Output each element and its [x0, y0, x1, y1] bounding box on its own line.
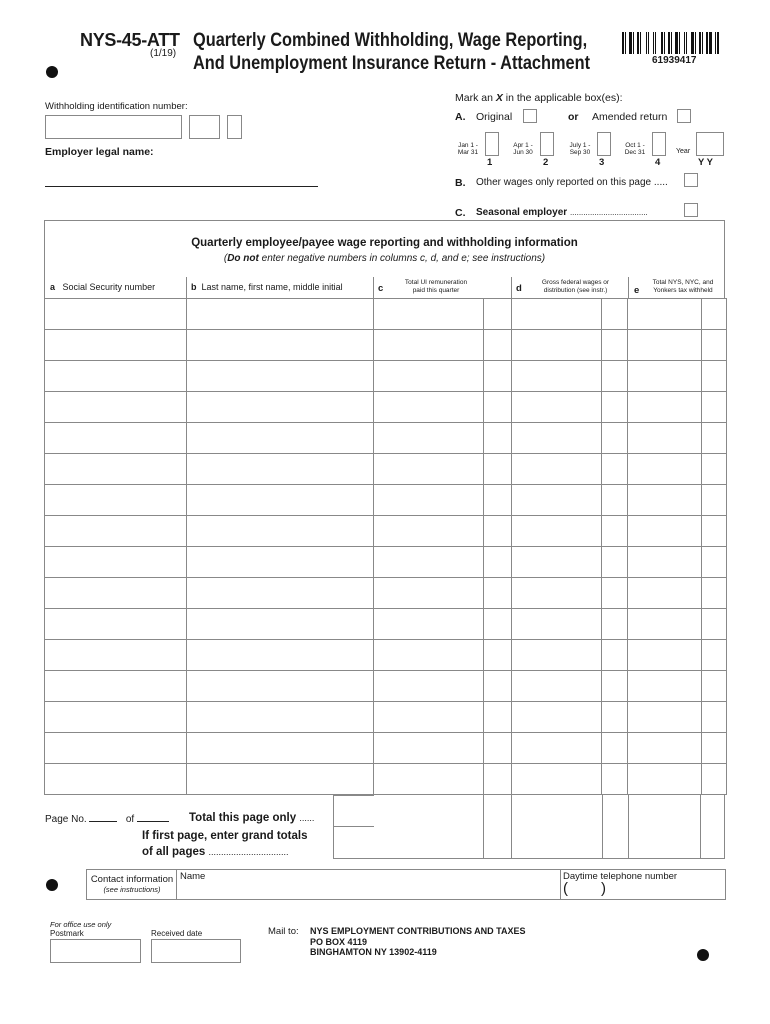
federal-wages-cell[interactable]	[512, 547, 602, 578]
total-page-tax-withheld[interactable]	[629, 795, 724, 827]
ui-remuneration-cents-cell[interactable]	[484, 423, 512, 454]
option-b-letter: B.	[455, 177, 466, 189]
ui-remuneration-cell[interactable]	[374, 640, 484, 671]
total-page-ui-remuneration[interactable]	[374, 795, 512, 827]
mail-to-label: Mail to:	[268, 926, 299, 937]
tax-withheld-cents-cell[interactable]	[702, 454, 727, 485]
ssn-cell[interactable]	[45, 361, 187, 392]
form-id: NYS-45-ATT	[80, 30, 180, 50]
federal-wages-cents-cell[interactable]	[602, 392, 628, 423]
postmark-label: Postmark	[50, 929, 84, 938]
column-c-header: Total UI remuneration paid this quarter	[404, 279, 468, 294]
federal-wages-cell[interactable]	[512, 640, 602, 671]
federal-wages-cell[interactable]	[512, 485, 602, 516]
tax-withheld-cents-cell[interactable]	[702, 361, 727, 392]
ssn-cell[interactable]	[45, 578, 187, 609]
name-cell[interactable]	[187, 671, 374, 702]
name-cell[interactable]	[187, 516, 374, 547]
grand-total-federal-wages[interactable]	[512, 827, 628, 858]
year-field[interactable]	[696, 132, 724, 156]
tax-withheld-cents-cell[interactable]	[702, 578, 727, 609]
grand-totals-label: If first page, enter grand totals	[142, 830, 308, 842]
tax-withheld-cents-cell[interactable]	[702, 299, 727, 330]
federal-wages-cell[interactable]	[512, 454, 602, 485]
contact-info-label: Contact information (see instructions)	[90, 874, 174, 894]
ui-remuneration-cell[interactable]	[374, 609, 484, 640]
federal-wages-cents-cell[interactable]	[602, 454, 628, 485]
wage-table-subtitle: (Do not enter negative numbers in columns c, d, and e; see instructions)	[223, 253, 546, 264]
table-row	[45, 547, 727, 578]
tax-withheld-cell[interactable]	[628, 609, 702, 640]
wage-table-title: Quarterly employee/payee wage reporting and withholding information	[191, 237, 578, 249]
ui-remuneration-cents-cell[interactable]	[484, 671, 512, 702]
other-wages-label: Other wages only reported on this page .....	[476, 177, 668, 188]
amended-return-checkbox[interactable]	[677, 109, 691, 123]
tax-withheld-cents-cell[interactable]	[702, 392, 727, 423]
tax-withheld-cents-cell[interactable]	[702, 671, 727, 702]
federal-wages-cents-cell[interactable]	[602, 671, 628, 702]
wage-table	[44, 298, 727, 795]
ui-remuneration-cell[interactable]	[374, 299, 484, 330]
federal-wages-cents-cell[interactable]	[602, 733, 628, 764]
quarter-4-number: 4	[655, 157, 661, 168]
name-cell[interactable]	[187, 733, 374, 764]
grand-total-ui-remuneration[interactable]	[374, 827, 512, 858]
received-date-label: Received date	[151, 929, 203, 938]
quarter-3-checkbox[interactable]	[597, 132, 611, 156]
tax-withheld-cents-cell[interactable]	[702, 764, 727, 795]
ui-remuneration-cell[interactable]	[374, 392, 484, 423]
tax-withheld-cents-cell[interactable]	[702, 330, 727, 361]
name-cell[interactable]	[187, 330, 374, 361]
tax-withheld-cell[interactable]	[628, 764, 702, 795]
name-cell[interactable]	[187, 392, 374, 423]
federal-wages-cents-cell[interactable]	[602, 516, 628, 547]
form-title-line2: And Unemployment Insurance Return - Attachment	[193, 53, 591, 74]
ui-remuneration-cents-cell[interactable]	[484, 516, 512, 547]
table-row	[45, 299, 727, 330]
ui-remuneration-cell[interactable]	[374, 485, 484, 516]
or-label: or	[568, 111, 579, 123]
grand-total-tax-withheld[interactable]	[629, 827, 724, 858]
federal-wages-cell[interactable]	[512, 516, 602, 547]
quarter-2-checkbox[interactable]	[540, 132, 554, 156]
name-cell[interactable]	[187, 578, 374, 609]
ssn-cell[interactable]	[45, 702, 187, 733]
federal-wages-cell[interactable]	[512, 330, 602, 361]
ssn-cell[interactable]	[45, 671, 187, 702]
federal-wages-cents-cell[interactable]	[602, 330, 628, 361]
tax-withheld-cell[interactable]	[628, 516, 702, 547]
ssn-cell[interactable]	[45, 423, 187, 454]
table-row	[45, 361, 727, 392]
name-cell[interactable]	[187, 764, 374, 795]
office-use-label: For office use only	[50, 920, 112, 929]
tax-withheld-cell[interactable]	[628, 702, 702, 733]
federal-wages-cell[interactable]	[512, 361, 602, 392]
ui-remuneration-cents-cell[interactable]	[484, 299, 512, 330]
tax-withheld-cell[interactable]	[628, 299, 702, 330]
all-pages-label: of all pages ................................	[142, 846, 289, 858]
ssn-cell[interactable]	[45, 516, 187, 547]
barcode-icon	[622, 32, 726, 54]
ssn-cell[interactable]	[45, 485, 187, 516]
federal-wages-cents-cell[interactable]	[602, 547, 628, 578]
federal-wages-cell[interactable]	[512, 609, 602, 640]
withholding-id-label: Withholding identification number:	[45, 101, 188, 112]
ssn-cell[interactable]	[45, 609, 187, 640]
ui-remuneration-cents-cell[interactable]	[484, 733, 512, 764]
table-row	[45, 671, 727, 702]
federal-wages-cell[interactable]	[512, 299, 602, 330]
ui-remuneration-cell[interactable]	[374, 454, 484, 485]
quarter-2-number: 2	[543, 157, 549, 168]
quarter-1-range: Jan 1 - Mar 31	[457, 142, 479, 156]
tax-withheld-cell[interactable]	[628, 547, 702, 578]
tax-withheld-cell[interactable]	[628, 671, 702, 702]
ssn-cell[interactable]	[45, 640, 187, 671]
name-cell[interactable]	[187, 640, 374, 671]
ui-remuneration-cell[interactable]	[374, 702, 484, 733]
ssn-cell[interactable]	[45, 299, 187, 330]
table-row	[45, 640, 727, 671]
federal-wages-cell[interactable]	[512, 702, 602, 733]
tax-withheld-cell[interactable]	[628, 392, 702, 423]
column-d-letter: d	[516, 283, 522, 294]
revision-date: (1/19)	[150, 48, 177, 59]
ui-remuneration-cell[interactable]	[374, 578, 484, 609]
ssn-cell[interactable]	[45, 392, 187, 423]
column-b-header: b Last name, first name, middle initial	[191, 282, 343, 292]
federal-wages-cents-cell[interactable]	[602, 423, 628, 454]
table-row	[45, 764, 727, 795]
tax-withheld-cell[interactable]	[628, 578, 702, 609]
federal-wages-cents-cell[interactable]	[602, 578, 628, 609]
tax-withheld-cents-cell[interactable]	[702, 485, 727, 516]
employer-legal-name-label: Employer legal name:	[45, 146, 154, 158]
ui-remuneration-cents-cell[interactable]	[484, 578, 512, 609]
federal-wages-cents-cell[interactable]	[602, 764, 628, 795]
quarter-4-range: Oct 1 - Dec 31	[624, 142, 646, 156]
federal-wages-cents-cell[interactable]	[602, 299, 628, 330]
seasonal-employer-checkbox[interactable]	[684, 203, 698, 217]
other-wages-checkbox[interactable]	[684, 173, 698, 187]
tax-withheld-cents-cell[interactable]	[702, 609, 727, 640]
column-a-header: a Social Security number	[50, 282, 156, 292]
tax-withheld-cell[interactable]	[628, 733, 702, 764]
table-row	[45, 702, 727, 733]
quarter-2-range: Apr 1 - Jun 30	[513, 142, 533, 156]
ui-remuneration-cents-cell[interactable]	[484, 361, 512, 392]
original-label: Original	[476, 111, 513, 123]
tax-withheld-cents-cell[interactable]	[702, 516, 727, 547]
table-row	[45, 578, 727, 609]
year-yy-label: Y Y	[698, 157, 713, 168]
table-row	[45, 516, 727, 547]
table-row	[45, 485, 727, 516]
ui-remuneration-cents-cell[interactable]	[484, 609, 512, 640]
table-row	[45, 423, 727, 454]
tax-withheld-cell[interactable]	[628, 361, 702, 392]
federal-wages-cents-cell[interactable]	[602, 640, 628, 671]
ui-remuneration-cents-cell[interactable]	[484, 764, 512, 795]
option-c-letter: C.	[455, 207, 466, 219]
registration-dot-icon	[46, 879, 58, 891]
ui-remuneration-cents-cell[interactable]	[484, 454, 512, 485]
tax-withheld-cents-cell[interactable]	[702, 733, 727, 764]
received-date-field	[151, 939, 241, 963]
table-row	[45, 454, 727, 485]
ui-remuneration-cents-cell[interactable]	[484, 547, 512, 578]
tax-withheld-cell[interactable]	[628, 640, 702, 671]
quarter-4-checkbox[interactable]	[652, 132, 666, 156]
quarter-3-range: July 1 - Sep 30	[569, 142, 591, 156]
phone-area-code-close: )	[601, 880, 606, 897]
federal-wages-cents-cell[interactable]	[602, 609, 628, 640]
contact-name-field[interactable]	[177, 882, 559, 899]
ui-remuneration-cents-cell[interactable]	[484, 640, 512, 671]
federal-wages-cell[interactable]	[512, 423, 602, 454]
table-row	[45, 733, 727, 764]
column-e-header: Total NYS, NYC, and Yonkers tax withheld	[652, 279, 714, 294]
federal-wages-cents-cell[interactable]	[602, 702, 628, 733]
name-cell[interactable]	[187, 299, 374, 330]
ui-remuneration-cell[interactable]	[374, 733, 484, 764]
registration-dot-icon	[46, 66, 58, 78]
option-a-letter: A.	[455, 111, 466, 123]
name-cell[interactable]	[187, 609, 374, 640]
total-this-page-label: Total this page only ......	[189, 812, 315, 824]
name-cell[interactable]	[187, 454, 374, 485]
barcode-number: 61939417	[652, 55, 697, 66]
ui-remuneration-cell[interactable]	[374, 330, 484, 361]
withholding-id-check-digit[interactable]	[227, 115, 242, 139]
tax-withheld-cell[interactable]	[628, 485, 702, 516]
tax-withheld-cell[interactable]	[628, 454, 702, 485]
withholding-id-field-part2[interactable]	[189, 115, 220, 139]
federal-wages-cell[interactable]	[512, 764, 602, 795]
table-row	[45, 609, 727, 640]
contact-name-label: Name	[180, 871, 206, 882]
ssn-cell[interactable]	[45, 454, 187, 485]
withholding-id-field[interactable]	[45, 115, 182, 139]
federal-wages-cents-cell[interactable]	[602, 485, 628, 516]
name-cell[interactable]	[187, 485, 374, 516]
tax-withheld-cents-cell[interactable]	[702, 547, 727, 578]
ui-remuneration-cell[interactable]	[374, 516, 484, 547]
column-c-letter: c	[378, 283, 384, 294]
tax-withheld-cents-cell[interactable]	[702, 702, 727, 733]
page-number-line: Page No. of	[45, 814, 169, 825]
tax-withheld-cents-cell[interactable]	[702, 423, 727, 454]
daytime-phone-label: Daytime telephone number	[563, 871, 678, 882]
original-checkbox[interactable]	[523, 109, 537, 123]
tax-withheld-cell[interactable]	[628, 330, 702, 361]
federal-wages-cell[interactable]	[512, 733, 602, 764]
ui-remuneration-cell[interactable]	[374, 764, 484, 795]
tax-withheld-cell[interactable]	[628, 423, 702, 454]
ssn-cell[interactable]	[45, 547, 187, 578]
total-page-federal-wages[interactable]	[512, 795, 628, 827]
federal-wages-cell[interactable]	[512, 392, 602, 423]
ssn-cell[interactable]	[45, 330, 187, 361]
ui-remuneration-cell[interactable]	[374, 423, 484, 454]
table-row	[45, 330, 727, 361]
ssn-cell[interactable]	[45, 733, 187, 764]
ui-remuneration-cents-cell[interactable]	[484, 702, 512, 733]
employer-legal-name-field[interactable]	[45, 172, 318, 187]
column-e-letter: e	[634, 285, 640, 296]
ui-remuneration-cell[interactable]	[374, 671, 484, 702]
daytime-phone-field[interactable]	[570, 882, 724, 899]
name-cell[interactable]	[187, 361, 374, 392]
federal-wages-cell[interactable]	[512, 671, 602, 702]
quarter-3-number: 3	[599, 157, 605, 168]
form-title-line1: Quarterly Combined Withholding, Wage Reporting,	[193, 30, 588, 51]
table-row	[45, 392, 727, 423]
ui-remuneration-cents-cell[interactable]	[484, 330, 512, 361]
amended-return-label: Amended return	[592, 111, 668, 123]
quarter-1-number: 1	[487, 157, 493, 168]
ssn-cell[interactable]	[45, 764, 187, 795]
federal-wages-cell[interactable]	[512, 578, 602, 609]
mailing-address: NYS EMPLOYMENT CONTRIBUTIONS AND TAXES PO BOX 4119 BINGHAMTON NY 13902-4119	[310, 926, 526, 957]
ui-remuneration-cents-cell[interactable]	[484, 485, 512, 516]
column-d-header: Gross federal wages or distribution (see instr.)	[541, 279, 610, 294]
seasonal-employer-label: Seasonal employer ...................................	[476, 207, 648, 218]
quarter-1-checkbox[interactable]	[485, 132, 499, 156]
ui-remuneration-cell[interactable]	[374, 361, 484, 392]
tax-withheld-cents-cell[interactable]	[702, 640, 727, 671]
name-cell[interactable]	[187, 702, 374, 733]
ui-remuneration-cents-cell[interactable]	[484, 392, 512, 423]
postmark-field	[50, 939, 141, 963]
mark-instruction: Mark an X in the applicable box(es):	[455, 92, 623, 104]
registration-dot-icon	[697, 949, 709, 961]
year-label: Year	[676, 148, 691, 155]
ui-remuneration-cell[interactable]	[374, 547, 484, 578]
phone-area-code-open: (	[563, 880, 568, 897]
name-cell[interactable]	[187, 423, 374, 454]
name-cell[interactable]	[187, 547, 374, 578]
federal-wages-cents-cell[interactable]	[602, 361, 628, 392]
